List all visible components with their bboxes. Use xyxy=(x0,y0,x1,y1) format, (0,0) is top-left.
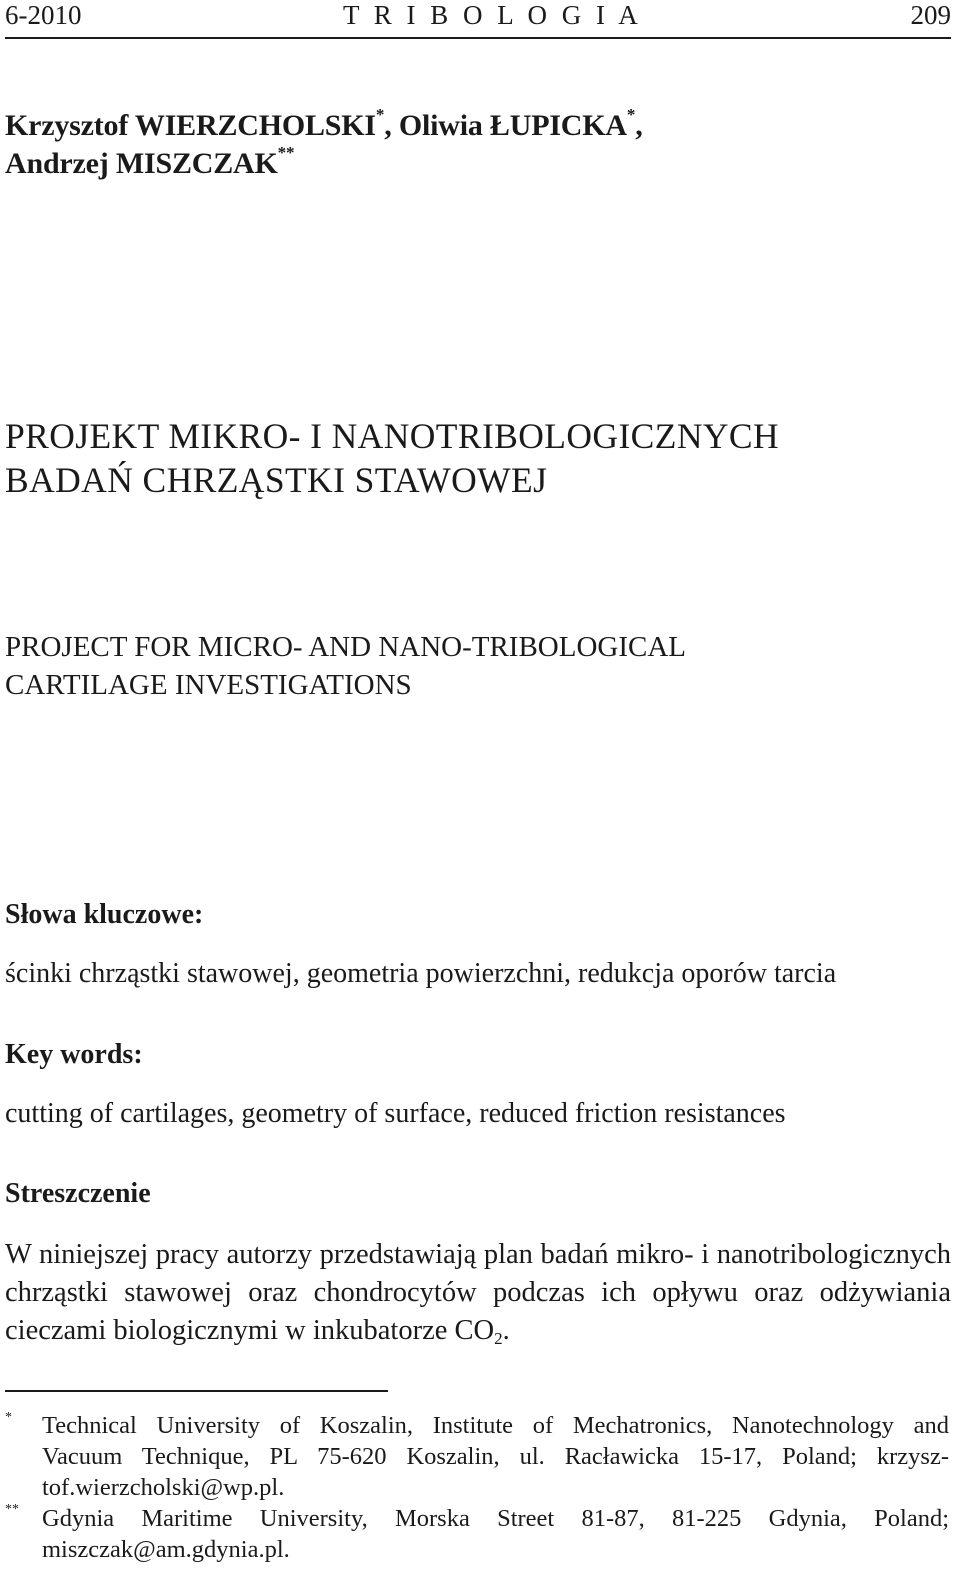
author-name: , Oliwia ŁUPICKA xyxy=(384,109,627,142)
footnote-line: Gdynia Maritime University, Morska Street 81-87, 81-225 Gdynia, Poland; xyxy=(42,1505,949,1532)
keywords-polish-text: ścinki chrząstki stawowej, geometria powierzchni, redukcja oporów tarcia xyxy=(5,958,837,989)
affiliation-mark: ** xyxy=(277,143,295,162)
title-polish-line: BADAŃ CHRZĄSTKI STAWOWEJ xyxy=(5,460,548,500)
keywords-polish-heading: Słowa kluczowe: xyxy=(5,899,204,930)
title-polish-line: PROJEKT MIKRO- I NANOTRIBOLOGICZNYCH xyxy=(5,416,780,456)
title-polish xyxy=(5,414,779,502)
affiliation-mark: * xyxy=(626,105,636,124)
title-english-line: CARTILAGE INVESTIGATIONS xyxy=(5,669,412,701)
keywords-english-text: cutting of cartilages, geometry of surface, reduced friction resistances xyxy=(5,1098,786,1129)
abstract-heading: Streszczenie xyxy=(5,1178,151,1209)
footnote-mark: ** xyxy=(5,1502,19,1517)
footnote-affiliation-1 xyxy=(42,1410,949,1503)
affiliation-mark: * xyxy=(375,105,385,124)
footnote-affiliation-2 xyxy=(42,1503,949,1565)
author-separator: , xyxy=(635,109,643,142)
footnote-mark: * xyxy=(5,1410,12,1425)
author-list xyxy=(5,107,643,183)
title-english-line: PROJECT FOR MICRO- AND NANO-TRIBOLOGICAL xyxy=(5,631,687,663)
author-name: Krzysztof WIERZCHOLSKI xyxy=(5,109,376,142)
author-name: Andrzej MISZCZAK xyxy=(5,147,278,180)
footnote-line: miszczak@am.gdynia.pl. xyxy=(42,1536,290,1563)
header-rule xyxy=(5,37,951,39)
author-line-2 xyxy=(5,145,643,183)
issue-number: 6-2010 xyxy=(5,0,82,30)
author-line-1 xyxy=(5,107,643,145)
footnote-rule xyxy=(5,1390,388,1392)
abstract-end: . xyxy=(502,1315,510,1346)
abstract-text: W niniejszej pracy autorzy przedstawiają plan badań mikro- i nanotribologicznych chrząstki stawowej oraz chondrocytów podczas ich opływu oraz odżywiania cieczami biologicznymi w inkubatorze CO xyxy=(5,1239,951,1346)
abstract-body xyxy=(5,1236,951,1350)
abstract-subscript: 2 xyxy=(494,1329,503,1348)
keywords-english-heading: Key words: xyxy=(5,1039,143,1070)
title-english xyxy=(5,628,686,704)
footnote-line: Technical University of Koszalin, Institute of Mechatronics, Nanotechnology and xyxy=(42,1412,949,1439)
footnote-line: tof.wierzcholski@wp.pl. xyxy=(42,1474,285,1501)
footnote-line: Vacuum Technique, PL 75-620 Koszalin, ul. Racławicka 15-17, Poland; krzysz- xyxy=(42,1443,949,1470)
page-number: 209 xyxy=(910,0,951,30)
journal-name: T R I B O L O G I A xyxy=(343,0,642,30)
